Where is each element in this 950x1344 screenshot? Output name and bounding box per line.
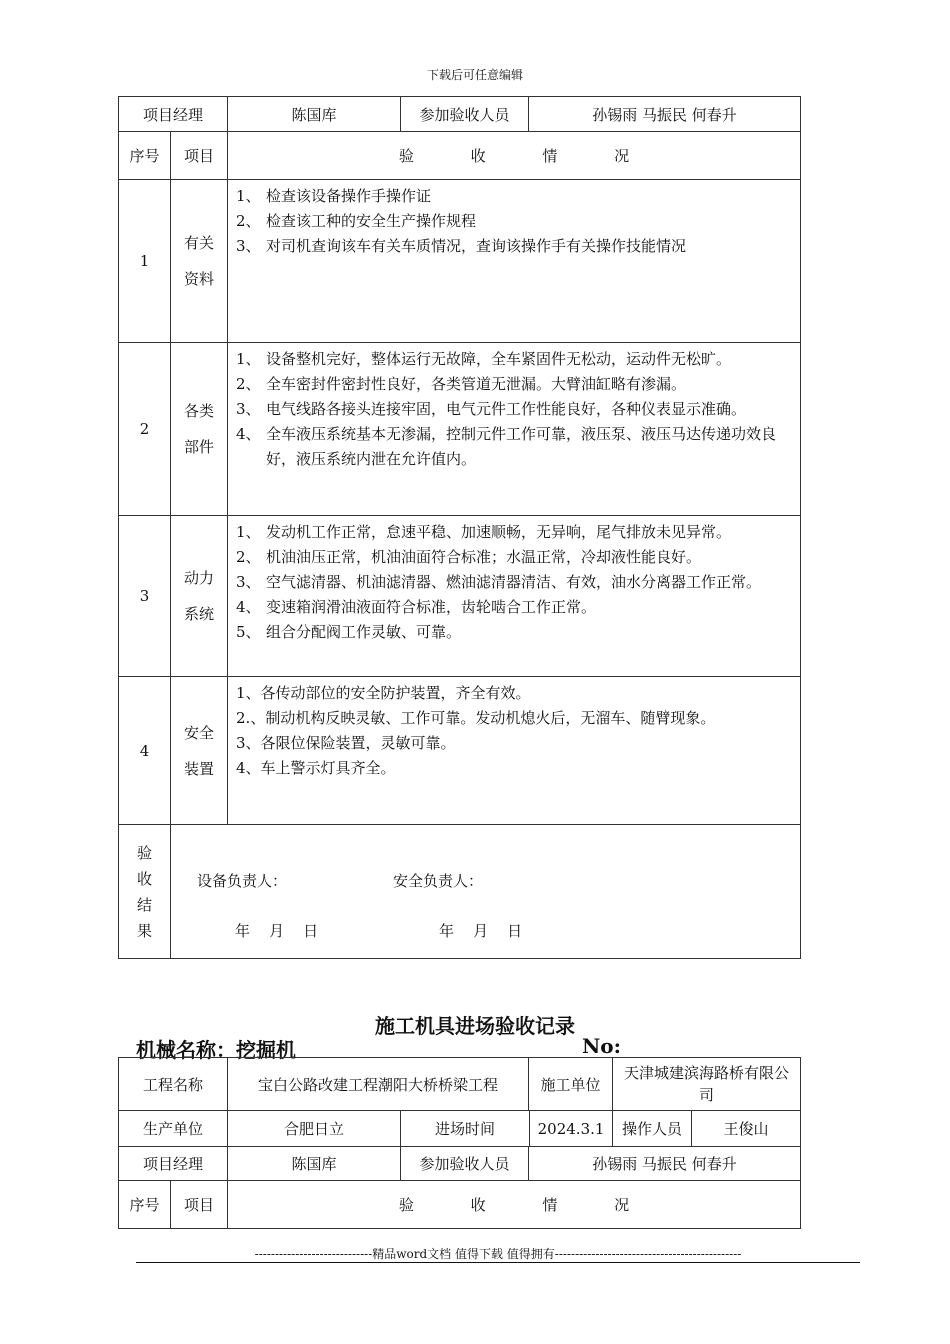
manager-value: 陈国库 bbox=[228, 97, 401, 132]
section-4-item: 安全 装置 bbox=[171, 677, 228, 825]
section-2-content bbox=[228, 343, 801, 516]
list-item: 1、 发动机工作正常，怠速平稳、加速顺畅，无异响，尾气排放未见异常。 bbox=[236, 523, 732, 541]
producer-value: 合肥日立 bbox=[228, 1111, 401, 1147]
list-item: 3、 空气滤清器、机油滤清器、燃油滤清器清洁、有效，油水分离器工作正常。 bbox=[236, 573, 762, 591]
equipment-manager-label: 设备负责人： bbox=[197, 871, 288, 890]
section-1-item: 有关 资料 bbox=[171, 180, 228, 343]
entry-time-label: 进场时间 bbox=[401, 1111, 530, 1146]
list-item: 3、 对司机查询该车有关车质情况，查询该操作手有关操作技能情况 bbox=[236, 237, 687, 255]
acceptance-table-top bbox=[118, 96, 801, 959]
section-2-seq: 2 bbox=[119, 343, 171, 516]
list-item: 4、车上警示灯具齐全。 bbox=[236, 759, 396, 777]
producer-label: 生产单位 bbox=[119, 1111, 228, 1147]
list-item: 1、 设备整机完好，整体运行无故障，全车紧固件无松动，运动件无松旷。 bbox=[236, 350, 732, 368]
list-item: 1、各传动部位的安全防护装置，齐全有效。 bbox=[236, 684, 531, 702]
list-item: 4、 变速箱润滑油液面符合标准，齿轮啮合工作正常。 bbox=[236, 598, 597, 616]
section-1-content bbox=[228, 180, 801, 343]
manager-label: 项目经理 bbox=[119, 97, 228, 132]
list-item: 4、 全车液压系统基本无渗漏，控制元件工作可靠，液压泵、液压马达传递功效良好，液压系统内泄在允许值内。 bbox=[236, 425, 777, 468]
section-4-content bbox=[228, 677, 801, 825]
date-left: 年 月 日 bbox=[235, 921, 319, 940]
section-2-item: 各类 部件 bbox=[171, 343, 228, 516]
footer-divider bbox=[136, 1262, 860, 1263]
footer-note: -----------------------------精品word文档 值得下载 值得拥有---------------------------------------------- bbox=[254, 1247, 742, 1261]
list-item: 2、 全车密封件密封性良好，各类管道无泄漏。大臂油缸略有渗漏。 bbox=[236, 375, 687, 393]
list-item: 2、 检查该工种的安全生产操作规程 bbox=[236, 212, 477, 230]
section-4-seq: 4 bbox=[119, 677, 171, 825]
col-status: 验 收 情 况 bbox=[228, 132, 801, 180]
section-1-seq: 1 bbox=[119, 180, 171, 343]
participants-label: 参加验收人员 bbox=[401, 97, 529, 132]
list-item: 2.、制动机构反映灵敏、工作可靠。发动机熄火后，无溜车、随臂现象。 bbox=[236, 709, 716, 727]
operator-value: 王俊山 bbox=[723, 1120, 769, 1138]
entry-time-cell bbox=[401, 1111, 613, 1147]
col-seq: 序号 bbox=[119, 1181, 171, 1229]
list-item: 5、 组合分配阀工作灵敏、可靠。 bbox=[236, 623, 462, 641]
list-item: 1、 检查该设备操作手操作证 bbox=[236, 187, 432, 205]
project-label: 工程名称 bbox=[119, 1058, 228, 1111]
operator-label: 操作人员 bbox=[613, 1111, 692, 1146]
header-note: 下载后可任意编辑 bbox=[426, 68, 523, 82]
acceptance-table-bottom bbox=[118, 1057, 801, 1229]
manager-label: 项目经理 bbox=[119, 1147, 228, 1181]
participants-label: 参加验收人员 bbox=[401, 1147, 529, 1181]
operator-cell bbox=[613, 1111, 801, 1147]
date-right: 年 月 日 bbox=[439, 921, 523, 940]
list-item: 2、 机油油压正常，机油油面符合标准；水温正常，冷却液性能良好。 bbox=[236, 548, 702, 566]
list-item: 3、 电气线路各接头连接牢固，电气元件工作性能良好，各种仪表显示准确。 bbox=[236, 400, 747, 418]
construction-unit-label: 施工单位 bbox=[529, 1058, 613, 1111]
col-item: 项目 bbox=[171, 1181, 228, 1229]
machine-name: 机械名称：挖掘机 bbox=[136, 1038, 296, 1062]
project-value: 宝白公路改建工程潮阳大桥桥梁工程 bbox=[228, 1058, 529, 1111]
manager-value: 陈国库 bbox=[228, 1147, 401, 1181]
col-item: 项目 bbox=[171, 132, 228, 180]
result-label: 验 收 结 果 bbox=[119, 825, 171, 959]
col-seq: 序号 bbox=[119, 132, 171, 180]
record-title: 施工机具进场验收记录 bbox=[375, 1014, 575, 1038]
col-status: 验 收 情 况 bbox=[228, 1181, 801, 1229]
list-item: 3、各限位保险装置，灵敏可靠。 bbox=[236, 734, 456, 752]
section-3-content bbox=[228, 516, 801, 677]
participants-value: 孙锡雨 马振民 何春升 bbox=[529, 97, 801, 132]
construction-unit-value: 天津城建滨海路桥有限公司 bbox=[613, 1058, 801, 1111]
result-signatures bbox=[171, 825, 801, 959]
safety-manager-label: 安全负责人： bbox=[393, 871, 484, 890]
record-number-label: No: bbox=[582, 1034, 622, 1058]
entry-time-value: 2024.3.1 bbox=[537, 1119, 605, 1138]
section-3-item: 动力 系统 bbox=[171, 516, 228, 677]
participants-value: 孙锡雨 马振民 何春升 bbox=[529, 1147, 801, 1181]
section-3-seq: 3 bbox=[119, 516, 171, 677]
